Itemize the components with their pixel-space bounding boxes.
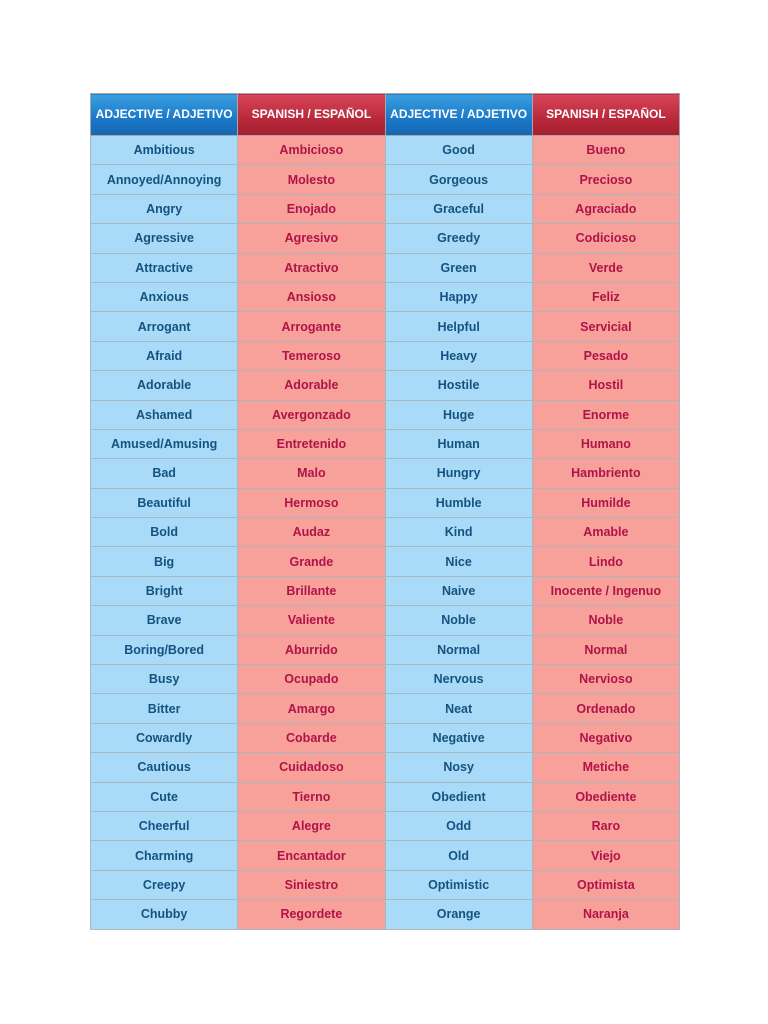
spanish-translation-cell: Tierno [238,782,385,811]
table-header-row [91,94,680,136]
english-adjective-cell: Greedy [385,224,532,253]
spanish-translation-cell: Verde [532,253,679,282]
table-row [91,547,680,576]
english-adjective-cell: Obedient [385,782,532,811]
table-row [91,136,680,165]
spanish-translation-cell: Entretenido [238,429,385,458]
english-adjective-cell: Adorable [91,371,238,400]
english-adjective-cell: Normal [385,635,532,664]
english-adjective-cell: Creepy [91,870,238,899]
english-adjective-cell: Bad [91,459,238,488]
english-adjective-cell: Cowardly [91,723,238,752]
english-adjective-cell: Cautious [91,753,238,782]
english-adjective-cell: Charming [91,841,238,870]
table-row [91,253,680,282]
english-adjective-cell: Bright [91,576,238,605]
english-adjective-cell: Negative [385,723,532,752]
english-adjective-cell: Nice [385,547,532,576]
header-adjective-left: ADJECTIVE / ADJETIVO [91,94,238,136]
table-row [91,165,680,194]
english-adjective-cell: Noble [385,606,532,635]
english-adjective-cell: Helpful [385,312,532,341]
english-adjective-cell: Agressive [91,224,238,253]
spanish-translation-cell: Hermoso [238,488,385,517]
table-row [91,282,680,311]
table-row [91,341,680,370]
english-adjective-cell: Happy [385,282,532,311]
spanish-translation-cell: Ansioso [238,282,385,311]
spanish-translation-cell: Temeroso [238,341,385,370]
english-adjective-cell: Chubby [91,900,238,929]
table-row [91,635,680,664]
table-row [91,518,680,547]
spanish-translation-cell: Noble [532,606,679,635]
spanish-translation-cell: Naranja [532,900,679,929]
spanish-translation-cell: Molesto [238,165,385,194]
spanish-translation-cell: Aburrido [238,635,385,664]
table-row [91,224,680,253]
spanish-translation-cell: Adorable [238,371,385,400]
spanish-translation-cell: Lindo [532,547,679,576]
english-adjective-cell: Afraid [91,341,238,370]
english-adjective-cell: Hungry [385,459,532,488]
spanish-translation-cell: Ambicioso [238,136,385,165]
english-adjective-cell: Nosy [385,753,532,782]
spanish-translation-cell: Hostil [532,371,679,400]
table-row [91,606,680,635]
english-adjective-cell: Amused/Amusing [91,429,238,458]
spanish-translation-cell: Humano [532,429,679,458]
english-adjective-cell: Annoyed/Annoying [91,165,238,194]
english-adjective-cell: Big [91,547,238,576]
spanish-translation-cell: Avergonzado [238,400,385,429]
spanish-translation-cell: Humilde [532,488,679,517]
english-adjective-cell: Busy [91,665,238,694]
english-adjective-cell: Cheerful [91,811,238,840]
english-adjective-cell: Bold [91,518,238,547]
spanish-translation-cell: Precioso [532,165,679,194]
spanish-translation-cell: Normal [532,635,679,664]
table-row [91,782,680,811]
spanish-translation-cell: Regordete [238,900,385,929]
english-adjective-cell: Angry [91,194,238,223]
english-adjective-cell: Humble [385,488,532,517]
spanish-translation-cell: Cobarde [238,723,385,752]
english-adjective-cell: Nervous [385,665,532,694]
table-row [91,400,680,429]
spanish-translation-cell: Bueno [532,136,679,165]
spanish-translation-cell: Agraciado [532,194,679,223]
spanish-translation-cell: Encantador [238,841,385,870]
table-row [91,312,680,341]
english-adjective-cell: Naive [385,576,532,605]
spanish-translation-cell: Audaz [238,518,385,547]
table-row [91,488,680,517]
english-adjective-cell: Green [385,253,532,282]
table-body [91,136,680,930]
spanish-translation-cell: Metiche [532,753,679,782]
spanish-translation-cell: Amable [532,518,679,547]
adjective-vocabulary-table [90,93,680,930]
spanish-translation-cell: Malo [238,459,385,488]
english-adjective-cell: Ashamed [91,400,238,429]
table-row [91,900,680,929]
table-row [91,576,680,605]
spanish-translation-cell: Amargo [238,694,385,723]
english-adjective-cell: Arrogant [91,312,238,341]
spanish-translation-cell: Cuidadoso [238,753,385,782]
table-row [91,429,680,458]
english-adjective-cell: Heavy [385,341,532,370]
spanish-translation-cell: Pesado [532,341,679,370]
spanish-translation-cell: Feliz [532,282,679,311]
spanish-translation-cell: Obediente [532,782,679,811]
english-adjective-cell: Graceful [385,194,532,223]
english-adjective-cell: Old [385,841,532,870]
spanish-translation-cell: Codicioso [532,224,679,253]
spanish-translation-cell: Brillante [238,576,385,605]
english-adjective-cell: Huge [385,400,532,429]
spanish-translation-cell: Valiente [238,606,385,635]
english-adjective-cell: Gorgeous [385,165,532,194]
english-adjective-cell: Anxious [91,282,238,311]
spanish-translation-cell: Optimista [532,870,679,899]
header-spanish-right: SPANISH / ESPAÑOL [532,94,679,136]
english-adjective-cell: Beautiful [91,488,238,517]
spanish-translation-cell: Enojado [238,194,385,223]
english-adjective-cell: Attractive [91,253,238,282]
table-row [91,811,680,840]
spanish-translation-cell: Enorme [532,400,679,429]
table-row [91,665,680,694]
english-adjective-cell: Cute [91,782,238,811]
english-adjective-cell: Neat [385,694,532,723]
spanish-translation-cell: Alegre [238,811,385,840]
english-adjective-cell: Bitter [91,694,238,723]
spanish-translation-cell: Arrogante [238,312,385,341]
english-adjective-cell: Good [385,136,532,165]
english-adjective-cell: Orange [385,900,532,929]
spanish-translation-cell: Agresivo [238,224,385,253]
table-row [91,694,680,723]
table-row [91,459,680,488]
english-adjective-cell: Hostile [385,371,532,400]
table-row [91,371,680,400]
table-row [91,194,680,223]
spanish-translation-cell: Atractivo [238,253,385,282]
spanish-translation-cell: Siniestro [238,870,385,899]
spanish-translation-cell: Grande [238,547,385,576]
table-row [91,723,680,752]
spanish-translation-cell: Hambriento [532,459,679,488]
spanish-translation-cell: Servicial [532,312,679,341]
header-spanish-left: SPANISH / ESPAÑOL [238,94,385,136]
english-adjective-cell: Human [385,429,532,458]
spanish-translation-cell: Inocente / Ingenuo [532,576,679,605]
header-adjective-right: ADJECTIVE / ADJETIVO [385,94,532,136]
spanish-translation-cell: Viejo [532,841,679,870]
spanish-translation-cell: Ordenado [532,694,679,723]
english-adjective-cell: Kind [385,518,532,547]
table-row [91,870,680,899]
english-adjective-cell: Odd [385,811,532,840]
spanish-translation-cell: Nervioso [532,665,679,694]
english-adjective-cell: Brave [91,606,238,635]
spanish-translation-cell: Ocupado [238,665,385,694]
table-row [91,841,680,870]
spanish-translation-cell: Raro [532,811,679,840]
english-adjective-cell: Ambitious [91,136,238,165]
english-adjective-cell: Optimistic [385,870,532,899]
table-row [91,753,680,782]
english-adjective-cell: Boring/Bored [91,635,238,664]
spanish-translation-cell: Negativo [532,723,679,752]
